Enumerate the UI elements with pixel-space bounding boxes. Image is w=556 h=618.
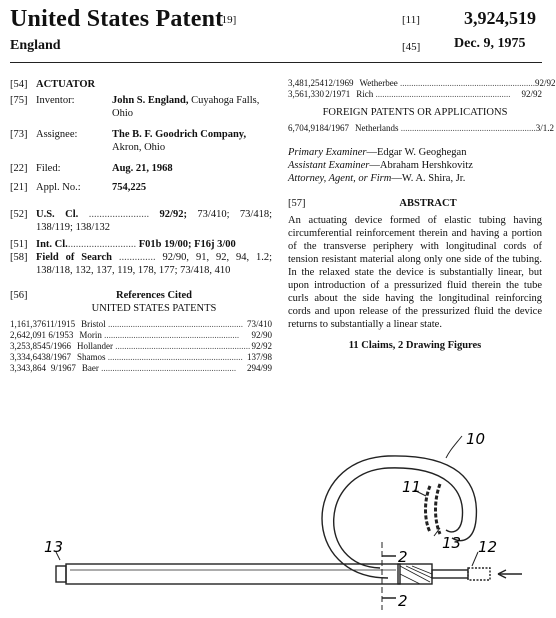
reference-date: 6/1953	[48, 330, 74, 340]
field-label: Field of Search	[36, 252, 112, 263]
reference-date: 8/1967	[46, 352, 72, 362]
left-column	[10, 78, 272, 374]
field-search	[10, 251, 272, 277]
field-us-cl	[10, 208, 272, 234]
us-cl-value	[36, 208, 272, 234]
reference-class: 92/92	[251, 341, 272, 351]
reference-number: 3,481,254	[288, 78, 324, 88]
leader-dots: ............................................................	[98, 363, 237, 373]
field-num: [52]	[10, 209, 28, 220]
patent-drawing	[0, 420, 552, 618]
field-num: [57]	[288, 198, 306, 209]
field-label: Int. Cl.	[36, 239, 68, 250]
field-label: Filed:	[36, 163, 61, 174]
reference-class: 3/1.2	[535, 123, 555, 133]
hatching	[400, 566, 432, 584]
abstract-heading: ABSTRACT	[399, 198, 457, 209]
reference-row	[10, 330, 272, 341]
leader-dots: ............................................................	[101, 330, 240, 340]
examiner-name: —Edgar W. Geoghegan	[366, 147, 467, 158]
field-appl	[10, 181, 272, 194]
header-divider	[10, 62, 542, 63]
reference-class: 294/99	[246, 363, 272, 373]
examiner-label: Attorney, Agent, or Firm	[288, 173, 392, 184]
reference-number: 3,561,330	[288, 89, 324, 99]
straight-tube	[66, 564, 400, 584]
reference-date: 4/1967	[324, 123, 350, 133]
field-int-cl	[10, 238, 272, 251]
label-10: 10	[466, 430, 486, 448]
reference-row	[10, 319, 272, 330]
assignee-place: Akron, Ohio	[112, 142, 166, 153]
search-value	[36, 251, 272, 277]
leader-dots: ..............	[111, 252, 156, 263]
leader-dots: ............................................................	[113, 341, 251, 351]
fitting	[432, 570, 468, 578]
cord-section-b	[436, 484, 441, 534]
reference-class: 73/410	[246, 319, 272, 329]
filed-value: Aug. 21, 1968	[112, 163, 173, 174]
leader-dots: ............................................................	[398, 123, 536, 133]
field-num: [75]	[10, 95, 28, 106]
reference-name: Wetherbee ............................................................	[359, 78, 536, 88]
us-cl-primary: 92/92;	[159, 209, 187, 220]
field-label: Assignee:	[36, 129, 78, 140]
abstract-text: An actuating device formed of elastic tubing having circumferential reinforcement therein and having a portion of the transverse periphery with longitudinal cords of tension resistant material along only one side of the tubing. In the relaxed state the device is substantially linear, but upon introduction of a pressurized fluid therein the tube curls about the side having the longitudinal reinforcing cords and upon release of the pressurized fluid the device returns to substantially a linear state.	[288, 215, 542, 330]
section-markers	[382, 556, 396, 598]
field-num: [56]	[10, 290, 28, 301]
reference-date: 2/1971	[325, 89, 351, 99]
inventor-name: John S. England,	[112, 95, 189, 106]
reference-date: 5/1966	[46, 341, 72, 351]
field-filed	[10, 162, 272, 175]
examiner-name: —Abraham Hershkovitz	[369, 160, 473, 171]
reference-name: Hollander ............................................................	[77, 341, 251, 351]
reference-row	[288, 78, 556, 89]
int-cl-text: F01b 19/00; F16j 3/00	[138, 239, 236, 250]
us-patents-list	[10, 319, 272, 374]
reference-date: 9/1967	[50, 363, 76, 373]
reference-number: 6,704,918	[288, 123, 324, 133]
references-heading: References Cited	[116, 290, 192, 301]
label-11: 11	[402, 478, 422, 496]
field-num: [58]	[10, 252, 28, 263]
reference-row	[288, 89, 542, 100]
end-cap	[56, 566, 66, 582]
field-label: Inventor:	[36, 95, 75, 106]
reference-class: 137/98	[246, 352, 272, 362]
examiner-name: —W. A. Shira, Jr.	[391, 173, 466, 184]
foreign-patents-list	[288, 123, 555, 134]
examiner-label: Primary Examiner	[288, 147, 367, 158]
us-patents-heading: UNITED STATES PATENTS	[91, 303, 217, 314]
reference-class: 92/90	[251, 330, 272, 340]
us-patents-list-continued	[288, 78, 556, 100]
label-2a: 2	[398, 548, 408, 566]
reference-number: 2,642,091	[10, 330, 46, 340]
leader-dots: .......................	[78, 209, 150, 220]
patent-title: United States Patent	[10, 6, 224, 32]
primary-examiner	[288, 146, 542, 159]
reference-row	[10, 352, 272, 363]
reference-number: 3,253,854	[10, 341, 46, 351]
leader-dots: ............................................................	[397, 78, 536, 88]
references-heading-row	[10, 289, 272, 302]
label-13b: 13	[44, 538, 64, 556]
examiners	[288, 146, 542, 185]
inventor-place: Cuyahoga Falls, Ohio	[112, 95, 260, 119]
field-num: [54]	[10, 79, 28, 90]
title-value: ACTUATOR	[36, 79, 96, 90]
reference-name: Baer ............................................................	[81, 363, 237, 373]
field-num: [22]	[10, 163, 28, 174]
abstract-heading-row	[288, 197, 542, 210]
reference-class: 92/92	[521, 89, 542, 99]
cord-section-a	[426, 486, 431, 532]
inventor-value	[112, 94, 272, 120]
reference-date: 12/1969	[324, 78, 354, 88]
claims-summary: 11 Claims, 2 Drawing Figures	[348, 340, 482, 351]
leader-10	[446, 436, 462, 458]
us-cl-rest: 73/410; 73/418; 138/119; 138/132	[36, 209, 273, 233]
tube-end-inner	[446, 520, 462, 532]
leader-dots: ............................................................	[105, 352, 243, 362]
search-text: 92/90, 91, 92, 94, 1.2; 138/118, 132, 137, 119, 178, 177; 73/418, 410	[36, 252, 273, 276]
assignee-name: The B. F. Goodrich Company,	[112, 129, 247, 140]
right-column	[288, 78, 556, 352]
field-label: U.S. Cl.	[36, 209, 79, 220]
field-assignee	[10, 128, 272, 154]
field-label: Appl. No.:	[36, 182, 81, 193]
examiner-label: Assistant Examiner	[288, 160, 370, 171]
label-13: 13	[442, 534, 462, 552]
foreign-patents-heading: FOREIGN PATENTS OR APPLICATIONS	[322, 107, 508, 118]
reference-row	[10, 363, 272, 374]
assistant-examiner	[288, 159, 542, 172]
reference-name: Netherlands ............................................................	[355, 123, 536, 133]
reference-number: 3,334,643	[10, 352, 46, 362]
field-num: [21]	[10, 182, 28, 193]
reference-row	[10, 341, 272, 352]
reference-number: 3,343,864	[10, 363, 46, 373]
code-19: [19]	[218, 14, 237, 26]
inventor-surname: England	[10, 38, 61, 53]
leader-dots: ..........................	[67, 239, 137, 250]
label-12: 12	[478, 538, 498, 556]
issue-date: Dec. 9, 1975	[454, 36, 526, 51]
int-cl-value	[36, 238, 272, 251]
patent-number: 3,924,519	[464, 8, 536, 28]
reference-name: Bristol ............................................................	[81, 319, 243, 329]
appl-value: 754,225	[112, 182, 147, 193]
reference-number: 1,161,376	[10, 319, 46, 329]
reference-class: 92/92	[535, 78, 556, 88]
leader-dots: ............................................................	[373, 89, 511, 99]
reference-date: 11/1915	[46, 319, 76, 329]
assignee-value	[112, 128, 272, 154]
reference-row	[288, 123, 555, 134]
reference-name: Morin ............................................................	[79, 330, 240, 340]
code-11: [11]	[402, 14, 420, 26]
reference-name: Rich ............................................................	[356, 89, 511, 99]
attorney	[288, 172, 542, 185]
leader-dots: ............................................................	[105, 319, 243, 329]
reference-name: Shamos ............................................................	[77, 352, 243, 362]
code-45: [45]	[402, 41, 421, 53]
label-2b: 2	[398, 592, 408, 610]
nozzle	[468, 568, 490, 580]
field-inventor	[10, 94, 272, 120]
field-num: [51]	[10, 239, 28, 250]
field-num: [73]	[10, 129, 28, 140]
field-title	[10, 78, 272, 91]
